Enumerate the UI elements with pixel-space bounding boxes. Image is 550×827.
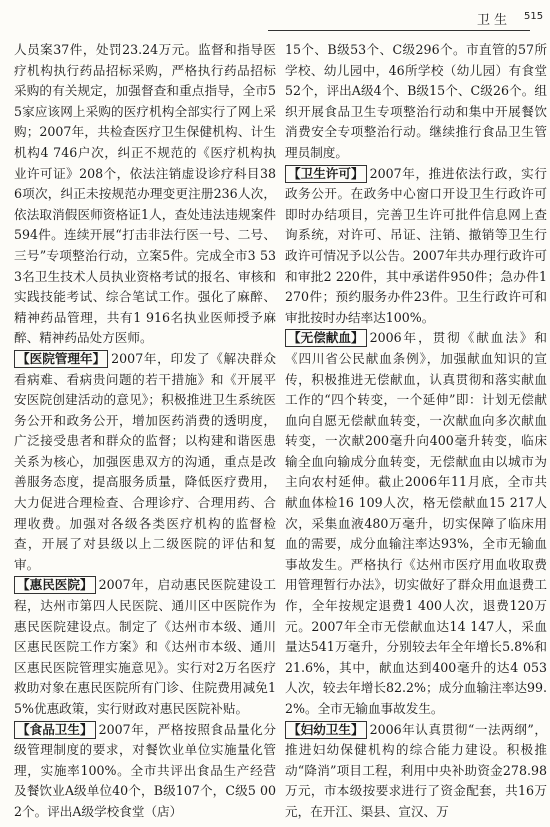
section-term-blood-donation: 【无偿献血】 bbox=[285, 329, 367, 347]
section-body-health-permit: 2007年，推进依法行政，实行政务公开。在政务中心窗口开设卫生行政许可即时办结项目，完善卫生许可批件信息网上查询系统，对许可、吊证、注销、撤销等卫生行政许可情况予以公告。2007年共办理行政许可和审批2 220件，其中承诺件950件；急办件1 270件；预约服务办件23件。卫生行政许可和审批按时办结率达100%。 bbox=[285, 165, 547, 325]
section-health-permit bbox=[285, 164, 547, 329]
section-body-blood-donation: 2006年，贯彻《献血法》和《四川省公民献血条例》，加强献血知识的宣传，积极推进无偿献血，认真贯彻和落实献血工作的“四个转变，一个延伸”即：计划无偿献血向自愿无偿献血转变，一次献血向多次献血转变，一次献200毫升向400毫升转变，临床输全血向输成分血转变，无偿献血由以城市为主向农村延伸。截止2006年11月底，全市共献血体检16 109人次，格无偿献血15 217人次，采集血液480万毫升，切实保障了临床用血的需要，成分血输注率达93%，全市无输血事故发生。严格执行《达州市医疗用血收取费用管理暂行办法》，切实做好了群众用血退费工作，全年按规定退费1 400人次，退费120万元。2007年全市无偿献血达14 147人，采血量达541万毫升，分别较去年全年增长5.8%和21.6%，其中，献血达到400毫升的达4 053人次，较去年增长82.2%；成分血输注率达99.2%。全市无输血事故发生。 bbox=[285, 330, 547, 716]
section-hospital-management bbox=[14, 349, 276, 576]
section-body-food-hygiene: 2007年，严格按照食品量化分级管理制度的要求，对餐饮业单位实施量化管理，实施率100%。全市共评出食品生产经营及餐饮业A级单位40个，B级107个，C级5 002个。评出A级学校食堂（店） bbox=[14, 721, 276, 819]
section-maternal-child bbox=[285, 720, 547, 823]
section-term-food-hygiene: 【食品卫生】 bbox=[14, 721, 96, 739]
page-header bbox=[0, 0, 550, 40]
section-body-maternal-child: 2006年认真贯彻“一法两纲”，推进妇幼保健机构的综合能力建设。积极推动“降消”项目工程，利用中央补助资金278.98万元，市本级按要求进行了资金配套，共16万元，在开江、渠县、宣汉、万 bbox=[285, 721, 547, 819]
section-term-maternal-child: 【妇幼卫生】 bbox=[285, 721, 367, 739]
page-number: 515 bbox=[524, 11, 544, 22]
running-title: 卫生 bbox=[477, 13, 512, 28]
section-term-hospital-management: 【医院管理年】 bbox=[14, 350, 108, 368]
header-rule bbox=[268, 30, 530, 31]
right-column bbox=[285, 40, 547, 823]
section-blood-donation bbox=[285, 328, 547, 719]
continued-paragraph-right: 15个、B级53个、C级296个。市直管的57所学校、幼儿园中，46所学校（幼儿园）有食堂52个，评出A级4个、B级15个、C级26个。组织开展食品卫生专项整治行动和集中开展餐饮消费安全专项整治行动。继续推行食品卫生管理员制度。 bbox=[285, 42, 547, 160]
section-body-benefit-hospital: 2007年，启动惠民医院建设工程，达州市第四人民医院、通川区中医院作为惠民医院建设点。制定了《达州市本级、通川区惠民医院工作方案》和《达州市本级、通川区惠民医院管理实施意见》。实行对2万名医疗救助对象在惠民医院所有门诊、住院费用减免15%优惠政策，实行财政对惠民医院补贴。 bbox=[14, 577, 276, 716]
continued-paragraph: 人员案37件，处罚23.24万元。监督和指导医疗机构执行药品招标采购，严格执行药品招标采购的有关规定，加强督查和重点指导，全市55家应该网上采购的医疗机构全部实行了网上采购；2007年，共检查医疗卫生保健机构、计生机构4 746户次，纠正不规范的《医疗机构执业许可证》208个，依法注销虚设诊疗科目386项次，纠正未按规范办理变更注册236人次，依法取消假医师资格证1人，查处违法违规案件594件。连续开展“打击非法行医一号、二号、三号”专项整治行动，立案5件。完成全市3 533名卫生技术人员执业资格考试的报名、审核和实践技能考试、综合笔试工作。强化了麻醉、精神药品管理，共有1 916名执业医师授予麻醉、精神药品处方医师。 bbox=[14, 42, 276, 346]
section-term-health-permit: 【卫生许可】 bbox=[285, 165, 367, 183]
section-food-hygiene bbox=[14, 720, 276, 823]
section-body-hospital-management: 2007年，印发了《解决群众看病难、看病贵问题的若干措施》和《开展平安医院创建活动的意见》；积极推进卫生系统医务公开和政务公开，增加医药消费的透明度，广泛接受患者和群众的监督；以构建和谐医患关系为核心，加强医患双方的沟通，重点是改善服务态度，提高服务质量，降低医疗费用，大力促进合理检查、合理诊疗、合理用药、合理收费。加强对各级各类医疗机构的监督检查，开展了对县级以上二级医院的评估和复审。 bbox=[14, 350, 276, 572]
left-column bbox=[14, 40, 276, 823]
section-benefit-hospital bbox=[14, 575, 276, 719]
section-term-benefit-hospital: 【惠民医院】 bbox=[14, 576, 96, 594]
